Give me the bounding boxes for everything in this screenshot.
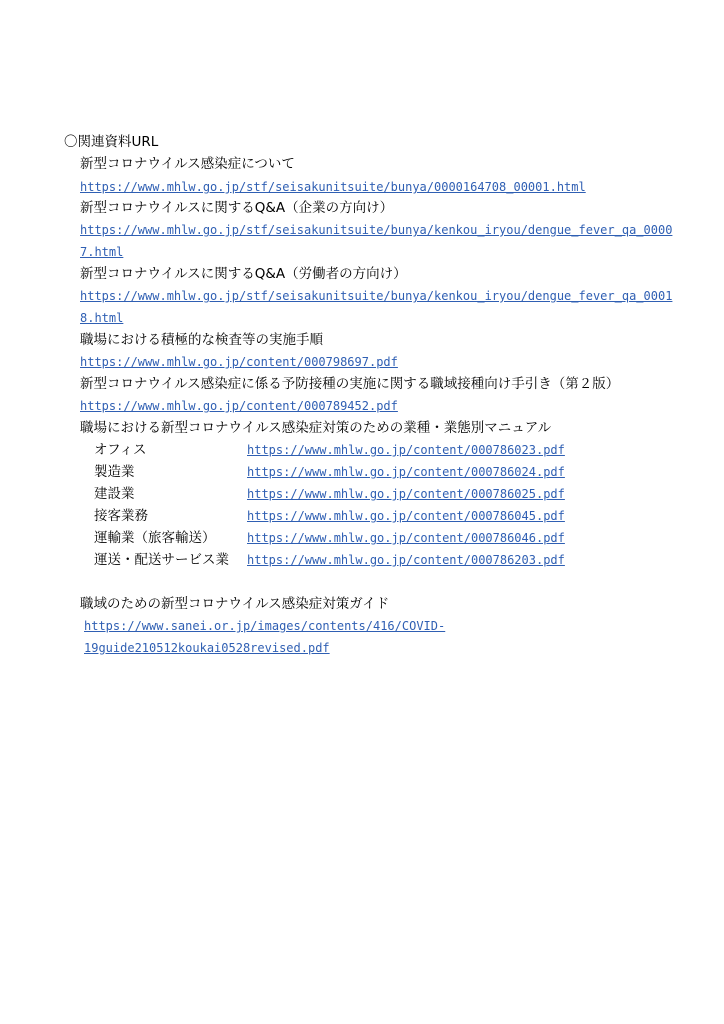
section-title-testing-procedure: 職場における積極的な検査等の実施手順: [80, 332, 323, 348]
manual-link-customer-service[interactable]: https://www.mhlw.go.jp/content/000786045.pdf: [247, 509, 565, 523]
link-vaccination-guide[interactable]: https://www.mhlw.go.jp/content/000789452.pdf: [80, 399, 398, 413]
manual-label-manufacturing: 製造業: [94, 464, 135, 480]
manual-label-customer-service: 接客業務: [94, 508, 148, 524]
link-qa-companies-line2[interactable]: 7.html: [80, 245, 124, 259]
manual-label-office: オフィス: [94, 442, 147, 458]
manual-link-manufacturing[interactable]: https://www.mhlw.go.jp/content/000786024.pdf: [247, 465, 565, 479]
manual-link-passenger-transport[interactable]: https://www.mhlw.go.jp/content/000786046.pdf: [247, 531, 565, 545]
link-qa-workers-line2[interactable]: 8.html: [80, 311, 124, 325]
link-workplace-guide-line2[interactable]: 19guide210512koukai0528revised.pdf: [84, 641, 330, 655]
section-title-industry-manual: 職場における新型コロナウイルス感染症対策のための業種・業態別マニュアル: [80, 420, 552, 436]
link-workplace-guide-line1[interactable]: https://www.sanei.or.jp/images/contents/416/COVID-: [84, 619, 446, 633]
link-qa-companies-line1[interactable]: https://www.mhlw.go.jp/stf/seisakunitsuite/bunya/kenkou_iryou/dengue_fever_qa_0000: [80, 223, 673, 237]
manual-link-delivery-service[interactable]: https://www.mhlw.go.jp/content/000786203.pdf: [247, 553, 565, 567]
link-covid-info[interactable]: https://www.mhlw.go.jp/stf/seisakunitsuite/bunya/0000164708_00001.html: [80, 180, 586, 194]
link-qa-workers-line1[interactable]: https://www.mhlw.go.jp/stf/seisakunitsuite/bunya/kenkou_iryou/dengue_fever_qa_0001: [80, 289, 673, 303]
manual-link-construction[interactable]: https://www.mhlw.go.jp/content/000786025.pdf: [247, 487, 565, 501]
section-title-vaccination-guide: 新型コロナウイルス感染症に係る予防接種の実施に関する職域接種向け手引き（第２版）: [80, 376, 620, 392]
manual-label-delivery-service: 運送・配送サービス業: [94, 552, 229, 568]
manual-link-office[interactable]: https://www.mhlw.go.jp/content/000786023.pdf: [247, 443, 565, 457]
section-title-workplace-guide: 職域のための新型コロナウイルス感染症対策ガイド: [80, 596, 390, 612]
manual-label-passenger-transport: 運輸業（旅客輸送）: [94, 530, 216, 546]
manual-label-construction: 建設業: [94, 486, 135, 502]
link-testing-procedure[interactable]: https://www.mhlw.go.jp/content/000798697.pdf: [80, 355, 398, 369]
section-title-qa-companies: 新型コロナウイルスに関するQ&A（企業の方向け）: [80, 200, 394, 216]
section-title-covid-info: 新型コロナウイルス感染症について: [80, 156, 295, 172]
page-heading: 〇関連資料URL: [64, 134, 159, 150]
section-title-qa-workers: 新型コロナウイルスに関するQ&A（労働者の方向け）: [80, 266, 407, 282]
